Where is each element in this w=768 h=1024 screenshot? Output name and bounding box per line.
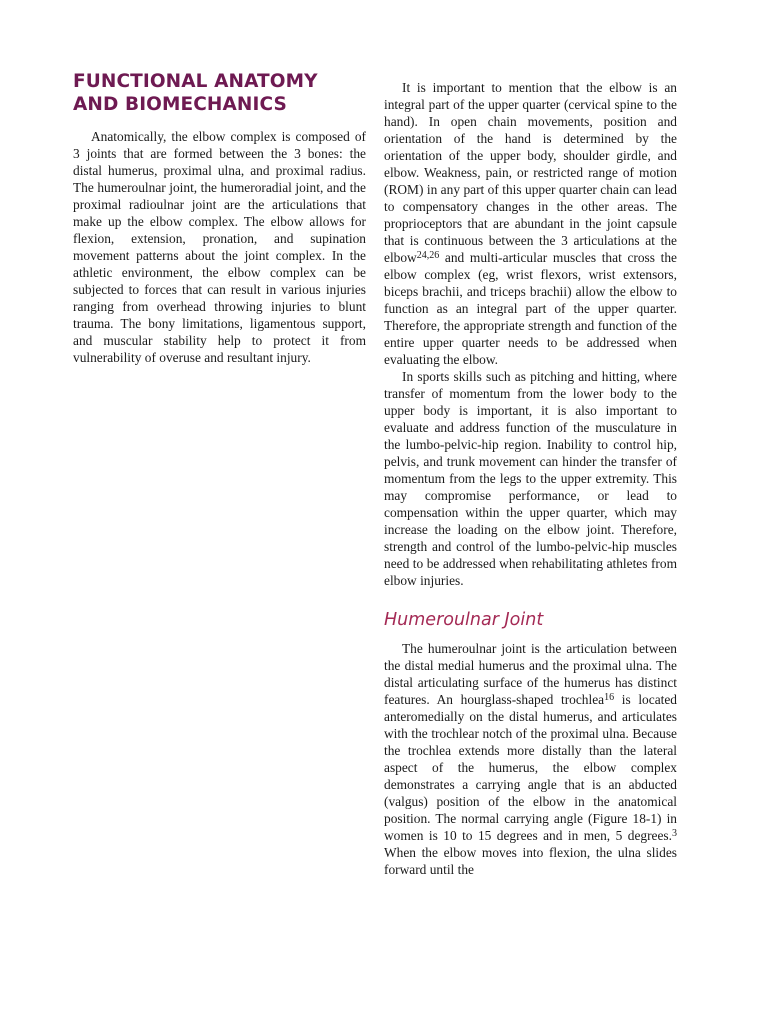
- section-heading: FUNCTIONAL ANATOMY AND BIOMECHANICS: [73, 71, 318, 115]
- right-column: [384, 79, 677, 878]
- citation-superscript: 24,26: [416, 250, 440, 261]
- humeroulnar-paragraph: [384, 640, 677, 878]
- upper-quarter-paragraph: [384, 79, 677, 368]
- subsection-heading: Humeroulnar Joint: [384, 610, 544, 630]
- humeroulnar-text-b: is located anteromedially on the distal humerus, and articulates with the trochlear notch of the proximal ulna. Because the trochlea extends more distally than the lateral aspect of the humerus, the elbow complex demonstrates a carrying angle that is an abducted (valgus) position of the elbow in the anatomical position. The normal carrying angle (Figure 18-1) in women is 10 to 15 degrees and in men, 5 degrees.: [384, 692, 677, 843]
- anatomy-paragraph: Anatomically, the elbow complex is composed of 3 joints that are formed between the 3 bones: the distal humerus, proximal ulna, and proximal radius. The humeroulnar joint, the humeroradial joint, and the proximal radioulnar joint are the articulations that make up the elbow complex. The elbow allows for flexion, extension, pronation, and supination movement patterns about the joint complex. In the athletic environment, the elbow complex can be subjected to forces that can result in various injuries ranging from overhead throwing injuries to blunt trauma. The bony limitations, ligamentous support, and muscular stability help to protect it from vulnerability of overuse and resultant injury.: [73, 129, 366, 365]
- upper-quarter-text-a: It is important to mention that the elbow is an integral part of the upper quarter (cervical spine to the hand). In open chain movements, position and orientation of the hand is determined by the orientation of the upper body, shoulder girdle, and elbow. Weakness, pain, or restricted range of motion (ROM) in any part of this upper quarter chain can lead to compensatory changes in the other areas. The proprioceptors that are abundant in the joint capsule that is continuous between the 3 articulations at the elbow: [384, 80, 677, 265]
- citation-superscript: 16: [604, 692, 615, 703]
- sports-skills-paragraph: In sports skills such as pitching and hitting, where transfer of momentum from the lower body to the upper body is important, it is also important to evaluate and address function of the musculature in the lumbo-pelvic-hip region. Inability to control hip, pelvis, and trunk movement can hinder the transfer of momentum from the legs to the upper extremity. This may compromise performance, or lead to compensation within the upper quarter, which may increase the loading on the elbow joint. Therefore, strength and control of the lumbo-pelvic-hip muscles need to be addressed when rehabilitating athletes from elbow injuries.: [384, 369, 677, 588]
- left-column: [73, 70, 366, 366]
- humeroulnar-text-a: The humeroulnar joint is the articulation between the distal medial humerus and the proximal ulna. The distal articulating surface of the humerus has distinct features. An hourglass-shaped trochlea: [384, 641, 677, 707]
- humeroulnar-text-c: When the elbow moves into flexion, the ulna slides forward until the: [384, 845, 677, 877]
- upper-quarter-text-b: and multi-articular muscles that cross the elbow complex (eg, wrist flexors, wrist extensors, biceps brachii, and triceps brachii) allow the elbow to function as an integral part of the upper quarter. Therefore, the appropriate strength and function of the entire upper quarter needs to be addressed when evaluating the elbow.: [384, 250, 677, 367]
- citation-superscript: 3: [672, 828, 677, 839]
